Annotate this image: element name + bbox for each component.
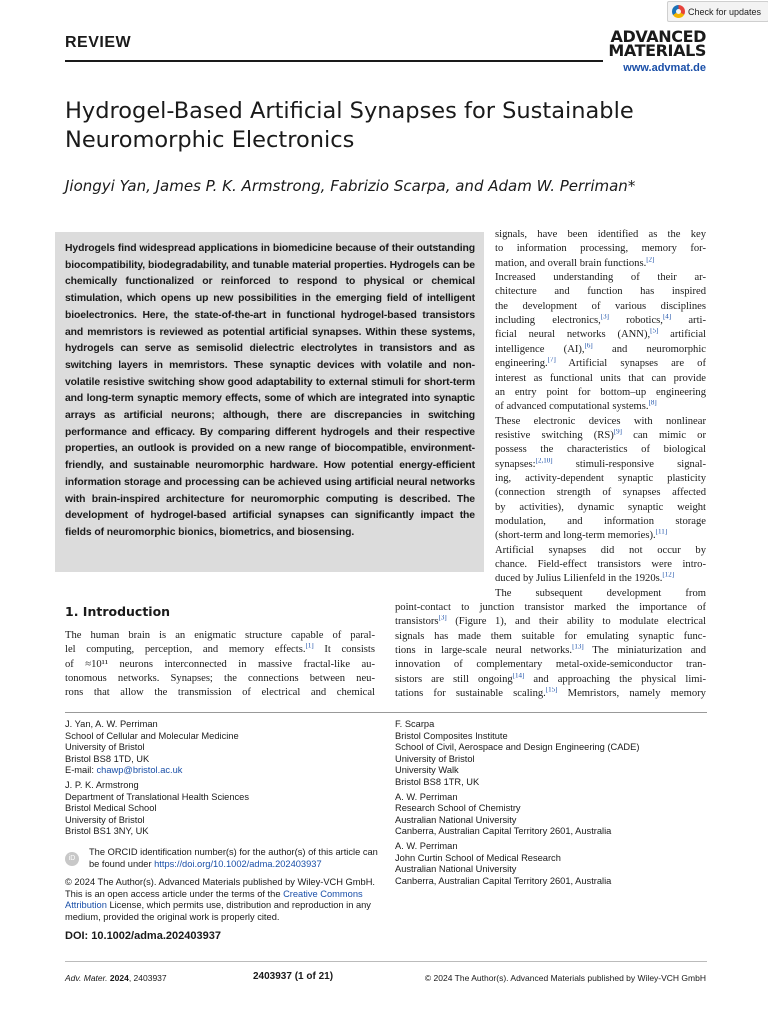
right-column-line: to information processing, memory for- [495, 243, 706, 255]
footer-year: 2024 [109, 973, 129, 983]
wide-column-line: tions in large-scale neural networks.[13] The miniaturization and [395, 644, 706, 657]
check-for-updates-label: Check for updates [688, 6, 762, 17]
wide-column-line: transistors[3] (Figure 1), and their ability to modulate electrical [395, 615, 706, 628]
orcid-text: The ORCID identification number(s) for the author(s) of this article can be found under [89, 847, 378, 869]
citation-link[interactable]: [7] [547, 357, 556, 364]
affiliation-block [395, 719, 715, 789]
license-text-2: License, which permits use, distribution and reproduction in any medium, provided the original work is properly cited. [65, 900, 371, 922]
affiliation-line: A. W. Perriman [395, 791, 458, 802]
logo-line-2: MATERIALS [608, 41, 706, 60]
section-label: REVIEW [65, 34, 132, 51]
footer-citation: Adv. Mater. 2024, 2403937 [65, 973, 167, 983]
affiliation-line: John Curtin School of Medical Research [395, 852, 561, 863]
right-column-line: synapses:[2,10] stimuli-responsive signal- [495, 457, 706, 470]
affiliation-block [65, 719, 385, 777]
check-for-updates-button[interactable] [667, 1, 768, 22]
affiliation-line: J. P. K. Armstrong [65, 779, 139, 790]
citation-link[interactable]: [14] [512, 672, 525, 680]
wide-column-line: point-contact to junction transistor marked the importance of [395, 602, 706, 613]
affiliation-line: Research School of Chemistry [395, 803, 521, 814]
right-column-line: Increased understanding of their ar- [495, 272, 706, 284]
right-column-line: chance. Field-effect transistors were intro- [495, 559, 706, 571]
affiliation-block [395, 841, 715, 887]
right-column-line: (connection strength of synapses affected [495, 487, 706, 499]
right-column-line: (short-term and long-term memories).[11] [495, 529, 668, 542]
affiliation-line: School of Cellular and Molecular Medicine [65, 730, 239, 741]
introduction-line: The human brain is an enigmatic structure capable of paral- [65, 630, 375, 641]
affiliation-line: Bristol Medical School [65, 803, 157, 814]
abstract-text: Hydrogels find widespread applications in biomedicine because of their outstanding biocompatibility, biodegradability, and tunable material properties. Hydrogels can be chemically functionalized or reinforced to respond to physical or chemical stimulation, which opens up new possibilities in the emerging field of intelligent bioelectronics. Here, the state-of-the-art in functional hydrogel-based transistors and memristors is reviewed as potential artificial synapses. Within these systems, hydrogels can serve as semisolid dielectric electrolytes in transistors and as switching layers in memristors. These synaptic devices with volatile and non-volatile resistive switching show good adaptability to external stimuli for short-term and long-term synaptic memory effects, some of which are integrated into synaptic arrays as artificial neurons; although, there are discrepancies in switching performance and efficacy. By comparing different hydrogels and their respective properties, an outlook is provided on a new range of biocompatible, environment-friendly, and sustainable neuromorphic hardware. How potential energy-efficient information storage and processing can be achieved using artificial neural networks with brain-inspired architecture for neuromorphic computing is described. The development of hydrogel-based artificial synapses can significantly impact the fields of neuromorphic bionics, biometrics, and biosensing. [65, 243, 475, 538]
affiliation-line: Bristol Composites Institute [395, 730, 508, 741]
footer-journal-name: Adv. Mater. [65, 973, 108, 983]
orcid-icon: iD [65, 852, 79, 866]
introduction-heading: 1. Introduction [65, 604, 171, 619]
cc-license-link[interactable]: Creative Commons Attribution [65, 888, 363, 911]
right-column-line: Artificial synapses did not occur by [495, 544, 706, 556]
affiliation-line: University of Bristol [65, 814, 145, 825]
email-line: E-mail: chawp@bristol.ac.uk [65, 765, 183, 776]
citation-link[interactable]: [15] [545, 687, 558, 694]
crossmark-icon [672, 5, 685, 18]
affiliation-line: Australian National University [395, 814, 517, 825]
citation-link[interactable]: [6] [584, 342, 593, 350]
citation-link[interactable]: [9] [613, 428, 622, 436]
right-column-line: resistive switching (RS)[9] can mimic or [495, 428, 706, 441]
affiliation-line: Bristol BS8 1TR, UK [395, 776, 480, 787]
orcid-doi-link[interactable]: https://doi.org/10.1002/adma.202403937 [154, 858, 322, 869]
affiliation-line: A. W. Perriman [395, 840, 458, 851]
email-link[interactable]: chawp@bristol.ac.uk [96, 765, 183, 776]
affiliation-line: University of Bristol [395, 753, 475, 764]
affiliation-block [395, 792, 715, 838]
citation-link[interactable]: [11] [655, 529, 668, 536]
right-column-line: possess the characteristics of biological [495, 444, 706, 456]
affiliation-line: Bristol BS1 3NY, UK [65, 826, 149, 837]
journal-url-link[interactable]: www.advmat.de [623, 62, 706, 74]
license-text-1: © 2024 The Author(s). Advanced Materials published by Wiley-VCH GmbH. This is an open access article under the terms of the [65, 877, 375, 899]
right-column-line: These electronic devices with nonlinear [495, 415, 706, 427]
citation-link[interactable]: [2] [646, 256, 655, 264]
affiliation-line: Department of Translational Health Sciences [65, 791, 249, 802]
right-column-line: chitecture and function has inspired [495, 286, 706, 298]
affiliation-line: Bristol BS8 1TD, UK [65, 753, 150, 764]
journal-logo[interactable] [604, 27, 706, 60]
footer-divider [65, 961, 707, 962]
footer-copyright: © 2024 The Author(s). Advanced Materials published by Wiley-VCH GmbH [424, 973, 706, 983]
right-column-line: signals, have been identified as the key [495, 229, 706, 240]
orcid-note [65, 847, 385, 870]
affiliation-divider [65, 712, 707, 713]
affiliation-block [65, 780, 385, 838]
citation-link[interactable]: [1] [305, 643, 314, 650]
right-column-line: engineering.[7] Artificial synapses are of [495, 357, 706, 370]
logo-line-1: ADVANCED [610, 27, 706, 46]
wide-column-line: sistors are still ongoing[14] and approaching the physical limi- [395, 672, 706, 685]
right-column-line: an entry point for bottom–up engineering [495, 386, 706, 398]
citation-link[interactable]: [12] [662, 572, 675, 579]
citation-link[interactable]: [8] [648, 400, 657, 407]
wide-column-line: signals has made them suitable for emulating synaptic func- [395, 630, 706, 642]
footer-page-number: 2403937 (1 of 21) [253, 971, 334, 982]
affiliation-line: Canberra, Australian Capital Territory 2601, Australia [395, 875, 612, 886]
right-column-line: duced by Julius Lilienfeld in the 1920s.[12] [495, 572, 675, 585]
right-column-line: by activities), dynamic synaptic weight [495, 501, 706, 513]
right-column-line: the development of various disciplines [495, 300, 706, 312]
affiliation-line: University Walk [395, 765, 459, 776]
right-column-line: interest as functional units that can provide [495, 372, 706, 384]
right-column-line: modulation, and information storage [495, 516, 706, 527]
article-doi[interactable]: DOI: 10.1002/adma.202403937 [65, 930, 221, 942]
citation-link[interactable]: [13] [572, 644, 584, 651]
introduction-line: rons that allow the transmission of electrical and chemical [65, 687, 375, 699]
author-list: Jiongyi Yan, James P. K. Armstrong, Fabrizio Scarpa, and Adam W. Perriman* [65, 177, 636, 195]
citation-link[interactable]: [3] [600, 314, 609, 321]
affiliation-line: School of Civil, Aerospace and Design Engineering (CADE) [395, 742, 640, 753]
affiliation-line: University of Bristol [65, 742, 145, 753]
header-divider [65, 60, 603, 62]
affiliation-line: J. Yan, A. W. Perriman [65, 719, 158, 729]
right-column-line: ing, activity-dependent synaptic plasticity [495, 472, 706, 484]
right-column-line: intelligence (AI),[6] and neuromorphic [495, 342, 706, 355]
right-column-line: The subsequent development from [495, 587, 706, 599]
article-title: Hydrogel-Based Artificial Synapses for Sustainable Neuromorphic Electronics [65, 98, 634, 153]
introduction-line: lel computing, perception, and memory effects.[1] It consists [65, 643, 375, 656]
right-column-line: including electronics,[3] robotics,[4] arti- [495, 314, 706, 327]
wide-column-line: innovation of complementary metal-oxide-semiconductor tran- [395, 659, 706, 671]
affiliations-right [395, 719, 715, 890]
footer-article-number: 2403937 [133, 973, 167, 983]
right-column-line: of advanced computational systems.[8] [495, 400, 657, 413]
citation-link[interactable]: [5] [650, 328, 659, 335]
affiliations-left [65, 719, 385, 841]
affiliation-line: Australian National University [395, 864, 517, 875]
right-column-line: mation, and overall brain functions.[2] [495, 256, 655, 269]
license-note [65, 877, 385, 923]
wide-column-line: tations for sustainable scaling.[15] Memristors, namely memory [395, 687, 706, 700]
citation-link[interactable]: [2,10] [535, 457, 553, 465]
right-column-line: ficial neural networks (ANN),[5] artificial [495, 328, 706, 341]
introduction-line: of ≈10¹¹ neurons interconnected in massive fractal-like au- [65, 658, 375, 670]
citation-link[interactable]: [3] [438, 615, 447, 622]
introduction-line: tonomous networks. Synapses; the connections between neu- [65, 672, 375, 684]
introduction-body [65, 629, 375, 700]
citation-link[interactable]: [4] [662, 314, 672, 321]
affiliation-line: Canberra, Australian Capital Territory 2601, Australia [395, 826, 612, 837]
affiliation-line: F. Scarpa [395, 719, 435, 729]
